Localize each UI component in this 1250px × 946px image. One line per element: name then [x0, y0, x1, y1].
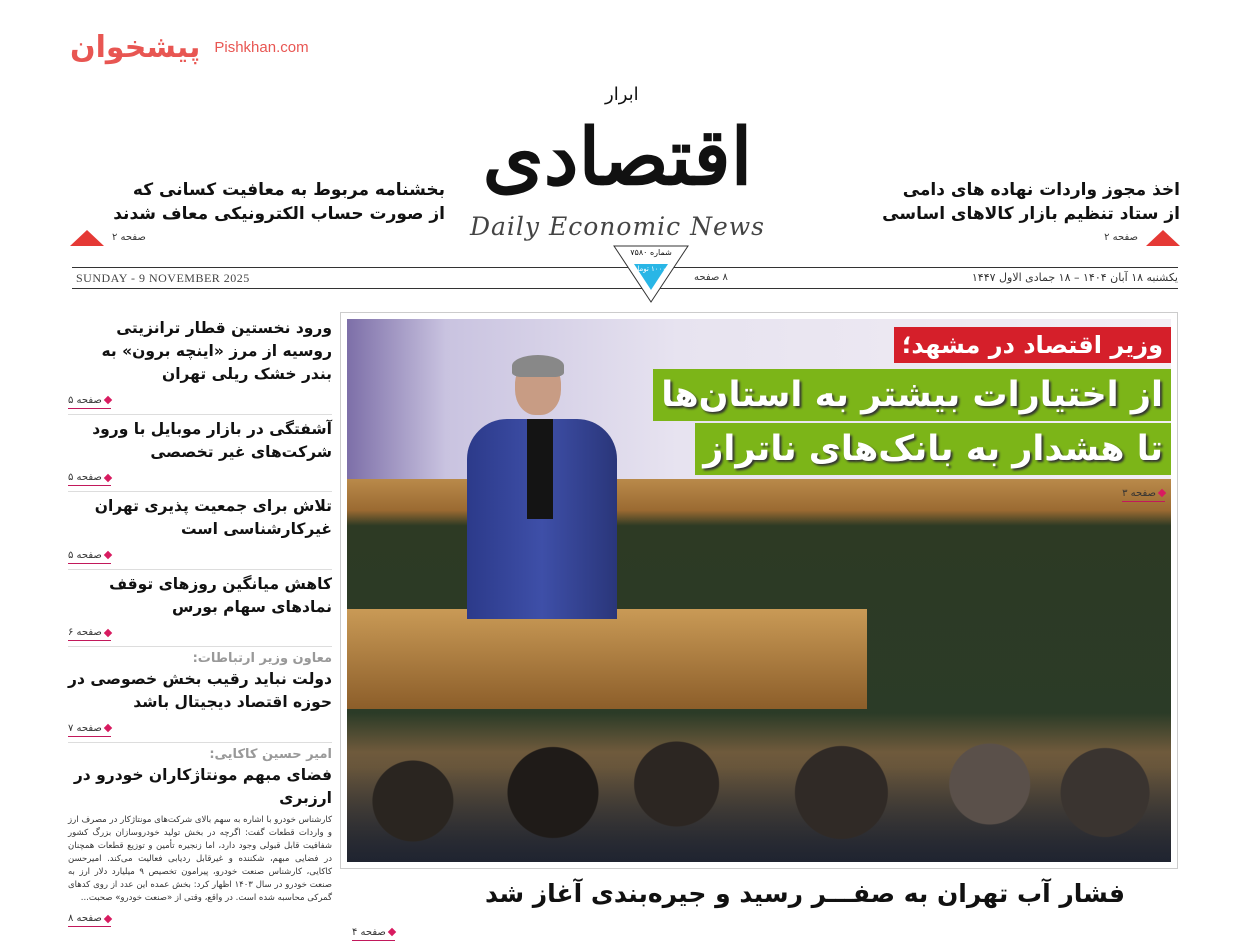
diamond-icon	[104, 396, 112, 404]
page-link[interactable]: صفحه ۳	[1122, 487, 1165, 502]
page-link[interactable]: صفحه ۷	[68, 722, 111, 737]
page-link[interactable]: صفحه ۴	[352, 926, 395, 941]
diamond-icon	[388, 928, 396, 936]
issue-number: شماره ۷۵۸۰	[630, 248, 672, 257]
page-link[interactable]: صفحه ۵	[68, 394, 111, 409]
masthead-logo	[455, 84, 780, 248]
price: ۱۰۰۰۰ تومان	[632, 265, 670, 273]
logo-small: ابرار	[605, 84, 639, 105]
main-photo[interactable]	[347, 319, 1171, 862]
side-story-6[interactable]: امیر حسین کاکایی: فضای مبهم مونتاژکاران خودرو در ارزبری کارشناس خودرو با اشاره به سهم بالای شرکت‌های مونتاژکار در مصرف ارز و واردات قطعات گفت: اگرچه در بخش تولید خودروسازان بزرگ کشور شفافیت قابل قبولی وجود دارد، اما زنجیره تأمین و توزیع قطعات همچنان در فضایی مبهم، شکننده و غیرقابل ردیابی فعالیت می‌کند. امیرحسن کاکایی، کارشناس صنعت خودرو، پیرامون تخصیص ۹ میلیارد دلار ارز به صنعت خودرو در سال ۱۴۰۳ اظهار کرد: بخش عمده این عدد از روی کدهای گمرکی محاسبه شده است. در واقع، وقتی از «صنعت خودرو» صحبت... صفحه ۸	[68, 743, 332, 933]
triangle-icon	[70, 230, 104, 246]
watermark: پیشخوان Pishkhan.com	[70, 30, 309, 65]
page-link[interactable]: صفحه ۵	[68, 549, 111, 564]
page-link[interactable]: صفحه ۲	[112, 232, 146, 243]
story-body: کارشناس خودرو با اشاره به سهم بالای شرکت‌های مونتاژکار در مصرف ارز و واردات قطعات گفت: اگرچه در بخش تولید خودروسازان بزرگ کشور شفافیت قابل قبولی وجود دارد، اما زنجیره تأمین و توزیع قطعات همچنان در فضایی مبهم، شکننده و غیرقابل ردیابی فعالیت می‌کند. امیرحسن کاکایی، کارشناس صنعت خودرو، پیرامون تخصیص ۹ میلیارد دلار ارز به صنعت خودرو در سال ۱۴۰۳ اظهار کرد: بخش عمده این عدد از روی کدهای گمرکی محاسبه شده است. در واقع، وقتی از «صنعت خودرو» صحبت...	[68, 814, 332, 903]
side-story-3[interactable]: تلاش برای جمعیت پذیری تهران غیرکارشناسی است صفحه ۵	[68, 492, 332, 570]
side-story-5[interactable]: معاون وزیر ارتباطات: دولت نباید رقیب بخش خصوصی در حوزه اقتصاد دیجیتال باشد صفحه ۷	[68, 647, 332, 743]
main-photo-frame	[340, 312, 1178, 869]
logo-en: Daily Economic News	[469, 212, 765, 241]
main-title-1: از اختیارات بیشتر به استان‌ها	[653, 369, 1171, 421]
page-link[interactable]: صفحه ۲	[1104, 232, 1138, 243]
side-story-4[interactable]: کاهش میانگین روزهای توقف نمادهای سهام بورس صفحه ۶	[68, 570, 332, 648]
page-link[interactable]: صفحه ۸	[68, 912, 111, 927]
diamond-icon	[104, 914, 112, 922]
main-title-2: تا هشدار به بانک‌های ناتراز	[695, 423, 1171, 475]
page-link[interactable]: صفحه ۶	[68, 626, 111, 641]
logo-fa: اقتصادی	[482, 112, 753, 203]
diamond-icon	[104, 724, 112, 732]
sidebar	[68, 314, 332, 932]
top-left-teaser[interactable]: بخشنامه مربوط به معافیت کسانی که از صورت حساب الکترونیکی معاف شدند صفحه ۲	[70, 178, 445, 246]
diamond-icon	[104, 551, 112, 559]
triangle-icon	[1146, 230, 1180, 246]
main-headline[interactable]	[371, 327, 1171, 502]
top-right-teaser[interactable]: اخذ مجوز واردات نهاده های دامی از ستاد تنظیم بازار کالاهای اساسی صفحه ۲	[820, 178, 1180, 246]
pages-count: ۸ صفحه	[694, 272, 728, 283]
main-kicker: وزیر اقتصاد در مشهد؛	[894, 327, 1171, 363]
podium	[347, 609, 867, 709]
side-story-2[interactable]: آشفتگی در بازار موبایل با ورود شرکت‌های غیر تخصصی صفحه ۵	[68, 415, 332, 493]
diamond-icon	[104, 628, 112, 636]
diamond-icon	[104, 473, 112, 481]
date-en: SUNDAY - 9 NOVEMBER 2025	[76, 271, 250, 285]
side-story-1[interactable]: ورود نخستین قطار ترانزیتی روسیه از مرز «اینچه برون» به بندر خشک ریلی تهران صفحه ۵	[68, 314, 332, 415]
audience	[347, 699, 1171, 862]
diamond-icon	[1158, 489, 1166, 497]
bottom-headline[interactable]: فشار آب تهران به صفـــر رسید و جیره‌بندی آغاز شد	[485, 879, 1125, 908]
page-link[interactable]: صفحه ۵	[68, 471, 111, 486]
date-fa: یکشنبه ۱۸ آبان ۱۴۰۴ – ۱۸ جمادی الاول ۱۴۴۷	[971, 271, 1178, 284]
